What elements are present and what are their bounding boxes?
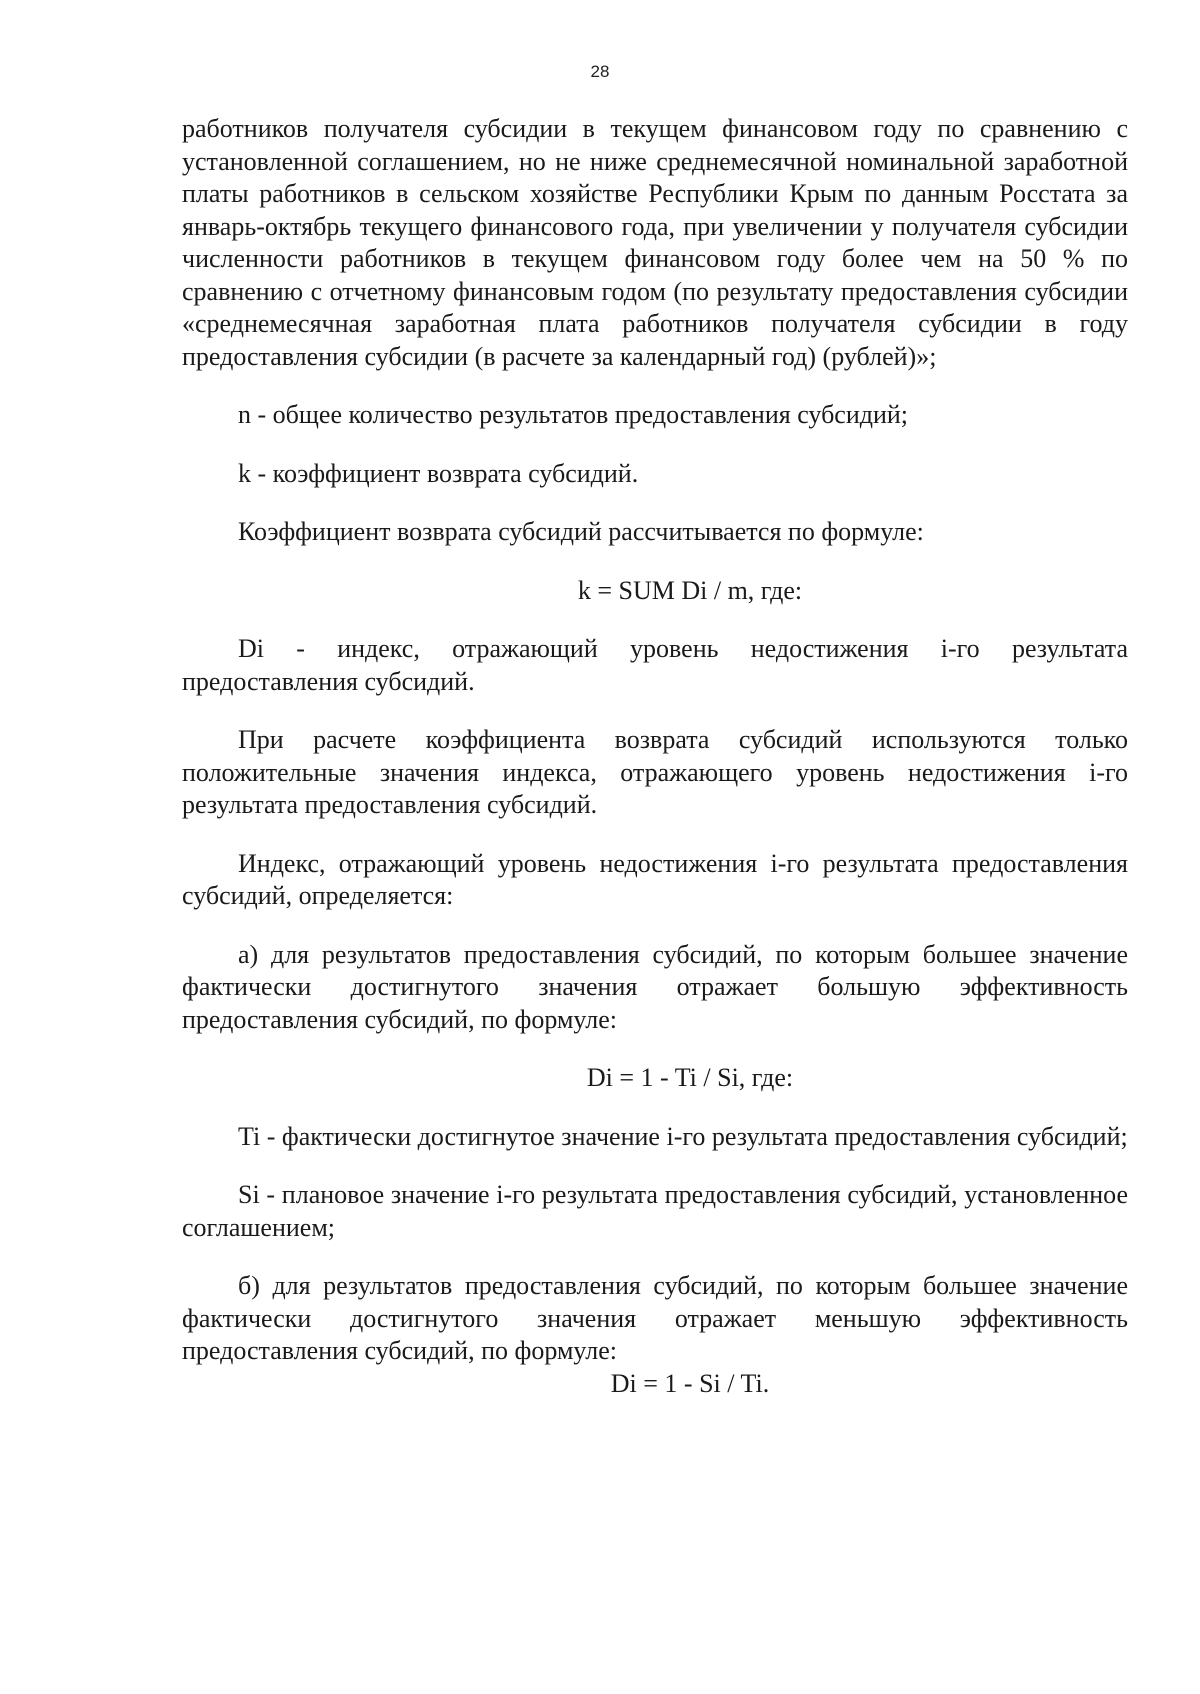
- paragraph-k-definition: k - коэффициент возврата субсидий.: [238, 458, 639, 488]
- paragraph-ti-definition: Ti - фактически достигнутое значение i-го результата предоставления субсидий;: [238, 1121, 1128, 1151]
- paragraph-si-definition: Si - плановое значение i-го результата предоставления субсидий, установленное соглашением;: [182, 1180, 1128, 1242]
- formula-di-a: Di = 1 - Ti / Si, где:: [586, 1063, 794, 1092]
- paragraph-index-determined: Индекс, отражающий уровень недостижения i-го результата предоставления субсидий, определяется:: [182, 848, 1128, 910]
- paragraph-case-b: б) для результатов предоставления субсидий, по которым большее значение фактически достигнутого значения отражает меньшую эффективность предоставления субсидий, по формуле:: [182, 1271, 1128, 1365]
- paragraph-case-a: а) для результатов предоставления субсидий, по которым большее значение фактически достигнутого значения отражает большую эффективность предоставления субсидий, по формуле:: [182, 939, 1128, 1034]
- page-number: 28: [590, 62, 610, 81]
- paragraph-di-definition: Di - индекс, отражающий уровень недостижения i-го результата предоставления субсидий.: [182, 634, 1128, 696]
- document-body: [182, 113, 1128, 1400]
- formula-di-b: Di = 1 - Si / Ti.: [610, 1368, 770, 1398]
- paragraph-positive-values: При расчете коэффициента возврата субсидий используются только положительные значения индекса, отражающего уровень недостижения i-го результата предоставления субсидий.: [182, 725, 1128, 819]
- paragraph-n-definition: n - общее количество результатов предоставления субсидий;: [238, 400, 909, 429]
- paragraph-k-formula-intro: Коэффициент возврата субсидий рассчитывается по формуле:: [238, 517, 924, 546]
- formula-k: k = SUM Di / m, где:: [577, 575, 803, 605]
- paragraph-workers-salary: работников получателя субсидии в текущем финансовом году по сравнению с установленной соглашением, но не ниже среднемесячной номинальной заработной платы работников в сельском хозяйстве Республики Крым по данным Росстата за январь-октябрь текущего финансового года, при увеличении у получателя субсидии численности работников в текущем финансовом году более чем на 50 % по сравнению с отчетному финансовым годом (по результату предоставления субсидии «среднемесячная заработная плата работников получателя субсидии в году предоставления субсидии (в расчете за календарный год) (рублей)»;: [182, 114, 1128, 371]
